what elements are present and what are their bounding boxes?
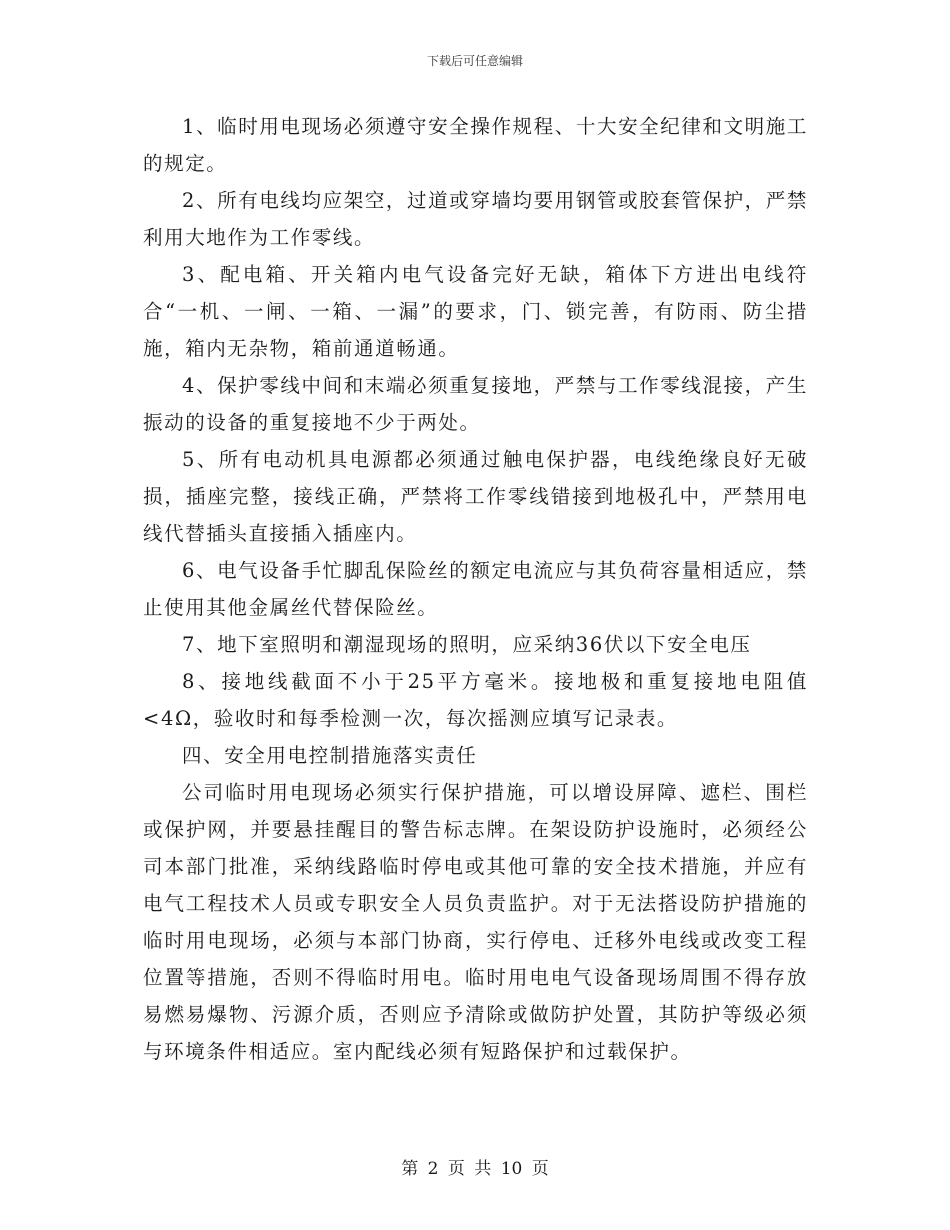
paragraph-rule-7: 7、地下室照明和潮湿现场的照明，应采纳36伏以下安全电压 <box>182 633 752 656</box>
paragraph-rule-8: 8、接地线截面不小于25平方毫米。接地极和重复接地电阻值<4Ω，验收时和每季检测一次，每次摇测应填写记录表。 <box>143 670 808 730</box>
paragraph-rule-2: 2、所有电线均应架空，过道或穿墙均要用钢管或胶套管保护，严禁利用大地作为工作零线。 <box>143 189 808 249</box>
document-body <box>143 108 808 1070</box>
paragraph-rule-5: 5、所有电动机具电源都必须通过触电保护器，电线绝缘良好无破损，插座完整，接线正确，严禁将工作零线错接到地极孔中，严禁用电线代替插头直接插入插座内。 <box>143 448 808 545</box>
paragraph-section-body: 公司临时用电现场必须实行保护措施，可以增设屏障、遮栏、围栏或保护网，并要悬挂醒目的警告标志牌。在架设防护设施时，必须经公司本部门批准，采纳线路临时停电或其他可靠的安全技术措施，并应有电气工程技术人员或专职安全人员负责监护。对于无法搭设防护措施的临时用电现场，必须与本部门协商，实行停电、迁移外电线或改变工程位置等措施，否则不得临时用电。临时用电电气设备现场周围不得存放易燃易爆物、污源介质，否则应予清除或做防护处置，其防护等级必须与环境条件相适应。室内配线必须有短路保护和过载保护。 <box>143 781 808 1063</box>
page-number-footer: 第 2 页 共 10 页 <box>401 1159 549 1179</box>
paragraph-rule-1: 1、临时用电现场必须遵守安全操作规程、十大安全纪律和文明施工的规定。 <box>143 115 808 175</box>
paragraph-rule-6: 6、电气设备手忙脚乱保险丝的额定电流应与其负荷容量相适应，禁止使用其他金属丝代替保险丝。 <box>143 559 808 619</box>
paragraph-rule-3: 3、配电箱、开关箱内电气设备完好无缺，箱体下方进出电线符合“一机、一闸、一箱、一漏”的要求，门、锁完善，有防雨、防尘措施，箱内无杂物，箱前通道畅通。 <box>143 263 808 360</box>
section-heading: 四、安全用电控制措施落实责任 <box>182 744 478 767</box>
paragraph-rule-4: 4、保护零线中间和末端必须重复接地，严禁与工作零线混接，产生振动的设备的重复接地不少于两处。 <box>143 374 808 434</box>
page-header: 下载后可任意编辑 <box>426 54 523 68</box>
